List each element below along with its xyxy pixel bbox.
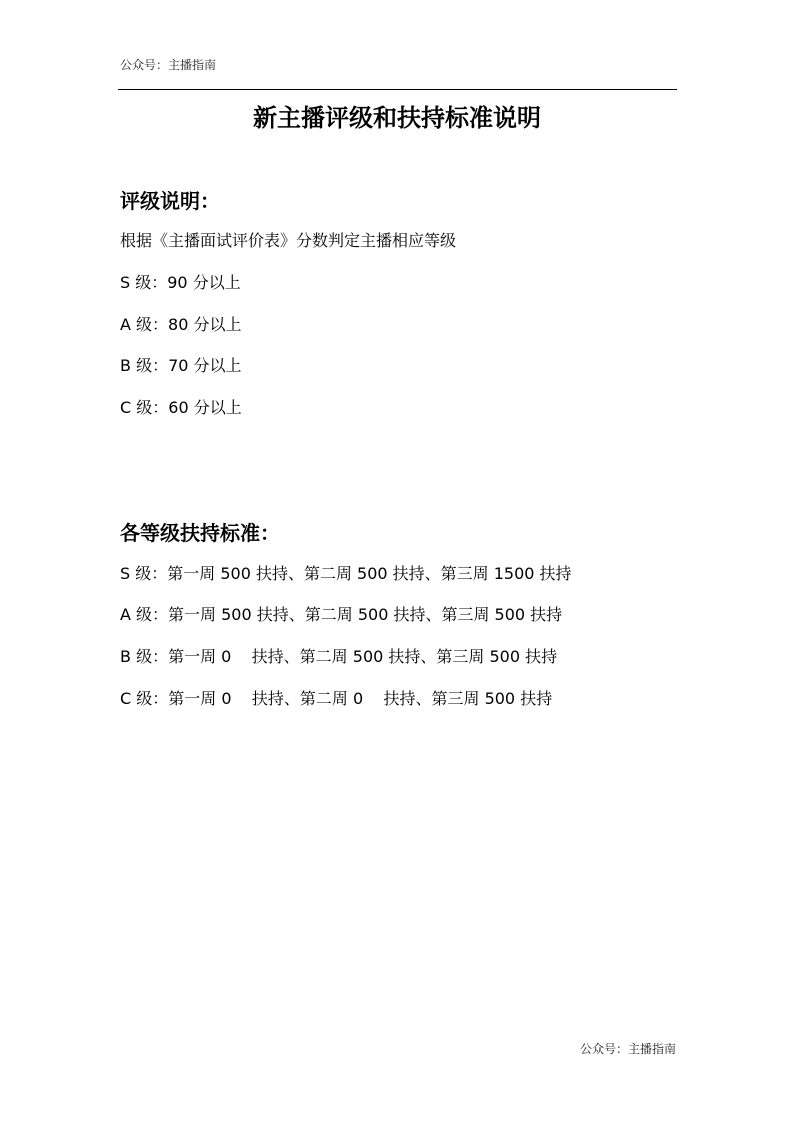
rating-line-b: B 级：70 分以上 [120, 356, 242, 375]
page-header: 公众号：主播指南 [120, 58, 217, 72]
rating-line-a: A 级：80 分以上 [120, 315, 242, 334]
support-line-b: B 级：第一周 0 扶持、第二周 500 扶持、第三周 500 扶持 [120, 647, 558, 666]
rating-intro-line: 根据《主播面试评价表》分数判定主播相应等级 [120, 231, 457, 250]
document-title: 新主播评级和扶持标准说明 [253, 103, 541, 132]
rating-line-c: C 级：60 分以上 [120, 398, 242, 417]
header-divider [118, 89, 677, 90]
rating-heading: 评级说明： [120, 189, 220, 213]
support-line-a: A 级：第一周 500 扶持、第二周 500 扶持、第三周 500 扶持 [120, 605, 563, 624]
rating-line-s: S 级：90 分以上 [120, 273, 241, 292]
support-heading: 各等级扶持标准： [120, 521, 280, 545]
page-footer: 公众号：主播指南 [579, 1042, 676, 1056]
support-line-s: S 级：第一周 500 扶持、第二周 500 扶持、第三周 1500 扶持 [120, 564, 572, 583]
support-line-c: C 级：第一周 0 扶持、第二周 0 扶持、第三周 500 扶持 [120, 689, 553, 708]
